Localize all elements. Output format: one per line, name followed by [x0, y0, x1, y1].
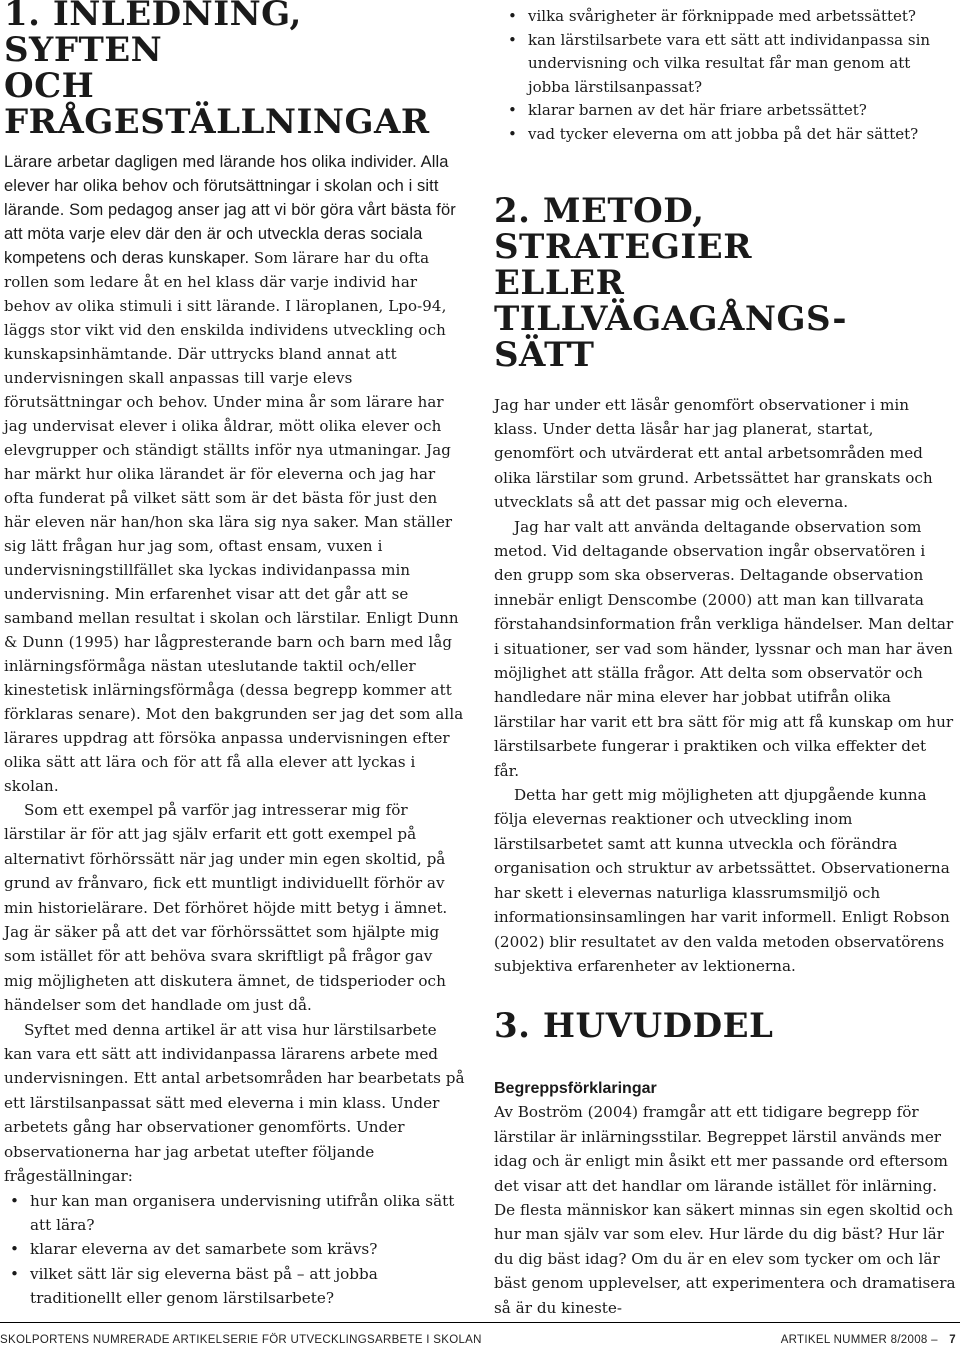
body-paragraph: Jag har valt att använda deltagande observation som metod. Vid deltagande observation ingår observatören i den grupp som ska observeras. Deltagande observation innebär enligt Denscombe (2000) att man kan tillvarata förstahandsinformation från verkliga händelser. Man deltar i situationer, ser vad som händer, lyssnar och man har även möjlighet att ställa frågor. Att delta som observatör och handledare när mina elever har jobbat utifrån olika lärstilar har varit ett bra sätt för mig att få kunskap om hur lärstilsarbete fungerar i praktiken och vilka effekter det får. — [494, 517, 954, 780]
intro-body: Som lärare har du ofta rollen som ledare åt en hel klass där varje individ har behov av olika stimuli i sitt lärande. I läroplanen, Lpo-94, läggs stor vikt vid den enskilda individens utveckling och kunskapsinhämtande. Där uttrycks bland annat att undervisningen skall anpassas till varje elevs förutsättningar och behov. Under mina år som lärare har jag undervisat elever i olika åldrar, mött olika elever och elevgrupper och ständigt ställts inför nya utmaningar. Jag har märkt hur olika lärandet är för eleverna och jag har ofta funderat på vilket sätt som är det bästa för just den här eleven när han/hon ska lära sig nya saker. Man ställer sig lätt frågan hur jag som, oftast ensam, vuxen i undervisningstillfället ska lyckas individanpassa min undervisning. Min erfarenhet visar att det går att se samband mellan resultat i skolan och lärstilar. Enligt Dunn & Dunn (1995) har lågpresterande barn och barn med låg inlärningsförmåga nästan uteslutande taktil och/eller kinestetisk inlärningsförmåga (dessa begrepp kommer att förklaras senare). Mot den bakgrunden ser jag det som alla lärares uppdrag att försöka anpassa undervisningen efter olika sätt att lära och för att få alla elever att lyckas i skolan. — [4, 249, 464, 795]
body-paragraph: Som ett exempel på varför jag intresserar mig för lärstilar är för att jag själv erfarit ett gott exempel på alternativt förhörssätt när jag under min egen skoltid, på grund av frånvaro, fick ett muntligt individuellt förhör av min historielärare. Det förhöret höjde mitt betyg i ämnet. Jag är säker på att det var förhörssättet som hjälpte mig som istället för att behöva svara skriftligt på frågor gav mig möjligheten att diskutera ämnet, de tidsperioder och händelser som det handlade om just då. — [4, 801, 448, 1015]
section-heading-3: 3. HUVUDDEL — [494, 1006, 774, 1047]
bullet-icon: • — [10, 1240, 19, 1259]
page-footer — [0, 1322, 960, 1353]
intro-lead: Lärare arbetar dagligen med lärande hos olika individer. Alla elever har olika behov och förutsättningar i skolan och i sitt lärande. Som pedagog anser jag att vi bör göra vårt bästa för att möta varje elev där den är och utveckla deras sociala kompetens och deras kunskaper. — [4, 153, 456, 267]
heading-2-line-1: 2. METOD, STRATEGIER — [494, 190, 752, 267]
bullet-icon: • — [508, 101, 517, 120]
subsection-heading: Begreppsförklaringar — [494, 1080, 657, 1098]
list-item: • hur kan man organisera undervisning utifrån olika sätt att lära? — [4, 1189, 466, 1238]
body-paragraph: Jag har under ett läsår genomfört observationer i min klass. Under detta läsår har jag planerat, startat, genomfört och utvärderat ett antal arbetsområden med olika lärstilar som grund. Arbetssättet har granskats och utvecklats så att det passar mig och eleverna. — [494, 395, 933, 512]
body-paragraph: Av Boström (2004) framgår att ett tidigare begrepp för lärstilar är inlärningsstilar. Begreppet lärstil används mer idag och är enligt min åsikt ett mer passande ord eftersom det visar att det handlar om lärande istället för inlärning. De flesta människor kan säkert minnas sin egen skoltid och hur man själv var som elev. Hur lärde du dig bäst? Hur lär du dig bäst idag? Om du är en elev som tycker om och lär bäst genom upplevelser, att experimentera och dramatisera så är du kineste- — [494, 1103, 956, 1317]
heading-1-line-1: 1. INLEDNING, SYFTEN — [4, 0, 302, 70]
right-column — [494, 0, 956, 1320]
footer-divider — [0, 1322, 960, 1323]
body-paragraph: Syftet med denna artikel är att visa hur lärstilsarbete kan vara ett sätt att individanpassa lärarens arbete med undervisningen. Ett antal arbetsområden har bearbetats på ett lärstilsanpassat sätt med eleverna i min klass. Under arbetets gång har observationer genomförts. Under observationerna har jag arbetat utefter följande frågeställningar: — [4, 1020, 465, 1186]
bullet-icon: • — [10, 1264, 19, 1283]
heading-2-line-2: ELLER TILLVÄGAGÅNGS- — [494, 262, 847, 339]
series-title: SKOLPORTENS NUMRERADE ARTIKELSERIE FÖR UTVECKLINGSARBETE I SKOLAN — [0, 1334, 482, 1346]
body-paragraph: Detta har gett mig möjligheten att djupgående kunna följa elevernas reaktioner och utveckling inom lärstilsarbetet samt att kunna utveckla och förändra organisation och struktur av arbetssättet. Observationerna har skett i elevernas naturliga klassrumsmiljö och informationsinsamlingen har varit informell. Enligt Robson (2002) blir resultatet av den valda metoden observatörens subjektiva erfarenheter av lektionerna. — [494, 786, 950, 975]
heading-2-line-3: SÄTT — [494, 334, 595, 375]
list-item: • kan lärstilsarbete vara ett sätt att individanpassa sin undervisning och vilka resultat får man genom att jobba lärstilsanpassat? — [508, 30, 931, 96]
bullet-icon: • — [10, 1191, 19, 1210]
heading-1-line-2: OCH FRÅGESTÄLLNINGAR — [4, 66, 430, 142]
list-item: • klarar eleverna av det samarbete som krävs? — [4, 1237, 466, 1261]
bullet-icon: • — [508, 124, 517, 143]
list-item: • klarar barnen av det här friare arbetssättet? — [494, 99, 956, 123]
bullet-icon: • — [508, 7, 517, 25]
footer-separator: – — [931, 1334, 938, 1346]
section-heading-2 — [494, 190, 956, 375]
question-list — [4, 1189, 466, 1311]
page-number: 7 — [949, 1334, 956, 1346]
list-item: • vilket sätt lär sig eleverna bäst på – att jobba traditionellt eller genom lärstilsarbete? — [4, 1262, 466, 1311]
article-number — [781, 1334, 956, 1346]
section-heading-1 — [4, 0, 466, 140]
list-item: • vilka svårigheter är förknippade med arbetssättet? — [494, 5, 956, 29]
bullet-icon: • — [508, 30, 517, 49]
article-label: ARTIKEL NUMMER 8/2008 — [780, 1334, 928, 1346]
list-item: • vad tycker eleverna om att jobba på det här sättet? — [494, 123, 956, 147]
question-list-continued — [494, 5, 956, 147]
left-column — [4, 0, 466, 1311]
intro-paragraph — [4, 150, 466, 798]
